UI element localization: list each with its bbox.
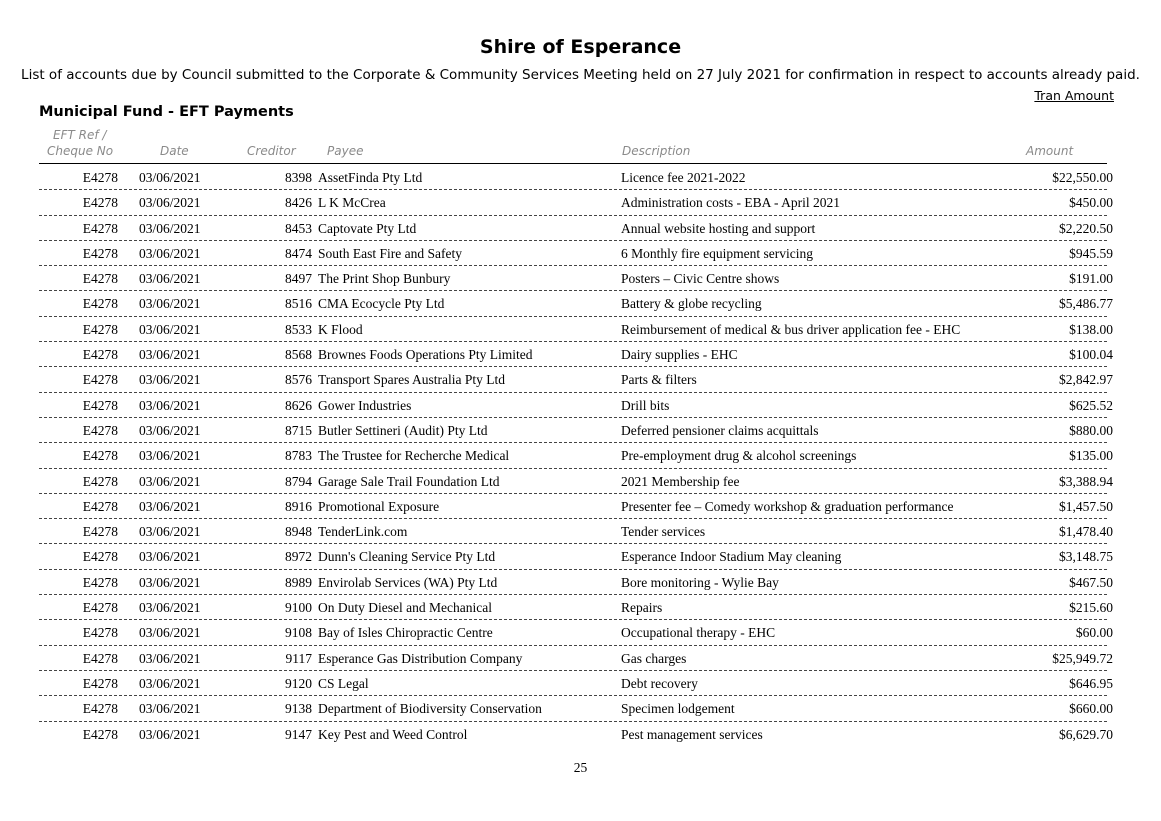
creditor-cell: 9108 (285, 625, 312, 641)
creditor-cell: 8989 (285, 574, 312, 590)
page-subtitle: List of accounts due by Council submitted to the Corporate & Community Services Meeting held on 27 July 2021 for confirmation in respect to accounts already paid. (21, 67, 1140, 83)
amount-cell: $60.00 (1075, 625, 1113, 641)
table-row (0, 646, 1161, 671)
table-row (0, 570, 1161, 595)
ref-cell: E4278 (82, 600, 118, 616)
payee-cell: CMA Ecocycle Pty Ltd (318, 296, 445, 312)
table-row (0, 544, 1161, 569)
table-row (0, 469, 1161, 494)
ref-cell: E4278 (82, 701, 118, 717)
date-cell: 03/06/2021 (139, 195, 201, 211)
col-header-amount: Amount (1026, 144, 1074, 158)
col-header-description: Description (622, 144, 691, 158)
creditor-cell: 8568 (285, 347, 312, 363)
description-cell: 2021 Membership fee (621, 473, 740, 489)
amount-cell: $22,550.00 (1052, 170, 1113, 185)
date-cell: 03/06/2021 (139, 625, 201, 641)
ref-cell: E4278 (82, 448, 118, 464)
ref-cell: E4278 (82, 321, 118, 337)
amount-cell: $3,148.75 (1059, 549, 1113, 565)
creditor-cell: 8453 (285, 220, 312, 236)
payee-cell: Captovate Pty Ltd (318, 220, 417, 236)
payee-cell: TenderLink.com (318, 524, 408, 540)
description-cell: Bore monitoring - Wylie Bay (621, 574, 779, 590)
table-row (0, 418, 1161, 443)
description-cell: Reimbursement of medical & bus driver application fee - EHC (621, 321, 961, 337)
description-cell: Occupational therapy - EHC (621, 625, 776, 641)
creditor-cell: 8715 (285, 422, 312, 438)
payee-cell: K Flood (318, 321, 363, 337)
creditor-cell: 9147 (285, 726, 312, 742)
amount-cell: $6,629.70 (1059, 726, 1113, 742)
creditor-cell: 8972 (285, 549, 312, 565)
ref-cell: E4278 (82, 650, 118, 666)
ref-cell: E4278 (82, 220, 118, 236)
creditor-cell: 8626 (285, 397, 312, 413)
creditor-cell: 9120 (285, 675, 312, 691)
description-cell: Drill bits (621, 397, 670, 413)
ref-cell: E4278 (82, 195, 118, 211)
ref-cell: E4278 (82, 422, 118, 438)
creditor-cell: 8426 (285, 195, 312, 211)
col-header-ref-line2: Cheque No (47, 144, 114, 158)
amount-cell: $100.04 (1069, 347, 1113, 363)
description-cell: Pest management services (621, 726, 763, 742)
payments-table (0, 165, 1161, 747)
col-header-ref-line1: EFT Ref / (53, 128, 107, 142)
creditor-cell: 8794 (285, 473, 312, 489)
creditor-cell: 8497 (285, 271, 312, 287)
date-cell: 03/06/2021 (139, 473, 201, 489)
date-cell: 03/06/2021 (139, 574, 201, 590)
payee-cell: Garage Sale Trail Foundation Ltd (318, 473, 500, 489)
table-row (0, 443, 1161, 468)
creditor-cell: 9100 (285, 600, 312, 616)
description-cell: Deferred pensioner claims acquittals (621, 422, 819, 438)
creditor-cell: 9117 (285, 650, 312, 666)
table-row (0, 291, 1161, 316)
ref-cell: E4278 (82, 347, 118, 363)
creditor-cell: 8474 (285, 245, 312, 261)
date-cell: 03/06/2021 (139, 347, 201, 363)
table-row (0, 722, 1161, 747)
table-row (0, 190, 1161, 215)
date-cell: 03/06/2021 (139, 549, 201, 565)
description-cell: Battery & globe recycling (621, 296, 762, 312)
date-cell: 03/06/2021 (139, 296, 201, 312)
date-cell: 03/06/2021 (139, 170, 201, 185)
ref-cell: E4278 (82, 726, 118, 742)
description-cell: Tender services (621, 524, 706, 540)
description-cell: Repairs (621, 600, 663, 616)
table-row (0, 342, 1161, 367)
date-cell: 03/06/2021 (139, 220, 201, 236)
date-cell: 03/06/2021 (139, 600, 201, 616)
table-row (0, 266, 1161, 291)
description-cell: Dairy supplies - EHC (621, 347, 738, 363)
date-cell: 03/06/2021 (139, 372, 201, 388)
creditor-cell: 9138 (285, 701, 312, 717)
description-cell: Administration costs - EBA - April 2021 (621, 195, 840, 211)
amount-cell: $945.59 (1069, 245, 1113, 261)
col-header-payee: Payee (327, 144, 364, 158)
payee-cell: Butler Settineri (Audit) Pty Ltd (318, 422, 488, 438)
ref-cell: E4278 (82, 473, 118, 489)
table-row (0, 595, 1161, 620)
date-cell: 03/06/2021 (139, 245, 201, 261)
payee-cell: The Print Shop Bunbury (318, 271, 451, 287)
date-cell: 03/06/2021 (139, 650, 201, 666)
ref-cell: E4278 (82, 372, 118, 388)
page-title: Shire of Esperance (479, 36, 682, 58)
payee-cell: Esperance Gas Distribution Company (318, 650, 523, 666)
payee-cell: The Trustee for Recherche Medical (318, 448, 510, 464)
amount-cell: $25,949.72 (1052, 650, 1113, 666)
ref-cell: E4278 (82, 498, 118, 514)
table-row (0, 216, 1161, 241)
payee-cell: South East Fire and Safety (318, 245, 462, 261)
payee-cell: Transport Spares Australia Pty Ltd (318, 372, 505, 388)
ref-cell: E4278 (82, 625, 118, 641)
creditor-cell: 8783 (285, 448, 312, 464)
date-cell: 03/06/2021 (139, 524, 201, 540)
description-cell: Gas charges (621, 650, 687, 666)
table-row (0, 671, 1161, 696)
ref-cell: E4278 (82, 524, 118, 540)
amount-cell: $660.00 (1069, 701, 1113, 717)
amount-cell: $2,842.97 (1059, 372, 1113, 388)
col-header-date: Date (160, 144, 189, 158)
amount-cell: $191.00 (1069, 271, 1113, 287)
creditor-cell: 8398 (285, 170, 312, 185)
amount-cell: $215.60 (1069, 600, 1113, 616)
amount-cell: $138.00 (1069, 321, 1113, 337)
date-cell: 03/06/2021 (139, 321, 201, 337)
payee-cell: Envirolab Services (WA) Pty Ltd (318, 574, 498, 590)
section-heading: Municipal Fund - EFT Payments (39, 104, 294, 120)
creditor-cell: 8948 (285, 524, 312, 540)
table-row (0, 367, 1161, 392)
date-cell: 03/06/2021 (139, 271, 201, 287)
table-row (0, 165, 1161, 190)
amount-cell: $5,486.77 (1059, 296, 1113, 312)
amount-cell: $135.00 (1069, 448, 1113, 464)
amount-cell: $467.50 (1069, 574, 1113, 590)
creditor-cell: 8916 (285, 498, 312, 514)
description-cell: Annual website hosting and support (621, 220, 816, 236)
date-cell: 03/06/2021 (139, 498, 201, 514)
header-rule (39, 163, 1107, 164)
description-cell: 6 Monthly fire equipment servicing (621, 245, 813, 261)
table-row (0, 696, 1161, 721)
amount-cell: $880.00 (1069, 422, 1113, 438)
ref-cell: E4278 (82, 296, 118, 312)
amount-cell: $450.00 (1069, 195, 1113, 211)
table-row (0, 620, 1161, 645)
description-cell: Specimen lodgement (621, 701, 735, 717)
date-cell: 03/06/2021 (139, 675, 201, 691)
tran-amount-label: Tran Amount (1034, 88, 1114, 103)
ref-cell: E4278 (82, 397, 118, 413)
col-header-creditor: Creditor (247, 144, 296, 158)
ref-cell: E4278 (82, 549, 118, 565)
date-cell: 03/06/2021 (139, 701, 201, 717)
payee-cell: Bay of Isles Chiropractic Centre (318, 625, 493, 641)
description-cell: Esperance Indoor Stadium May cleaning (621, 549, 842, 565)
description-cell: Licence fee 2021-2022 (621, 170, 746, 185)
date-cell: 03/06/2021 (139, 448, 201, 464)
creditor-cell: 8533 (285, 321, 312, 337)
payee-cell: Brownes Foods Operations Pty Limited (318, 347, 533, 363)
table-row (0, 317, 1161, 342)
ref-cell: E4278 (82, 271, 118, 287)
creditor-cell: 8576 (285, 372, 312, 388)
table-row (0, 393, 1161, 418)
table-row (0, 241, 1161, 266)
ref-cell: E4278 (82, 574, 118, 590)
creditor-cell: 8516 (285, 296, 312, 312)
page-number: 25 (573, 760, 588, 775)
payee-cell: CS Legal (318, 675, 369, 691)
amount-cell: $2,220.50 (1059, 220, 1113, 236)
ref-cell: E4278 (82, 245, 118, 261)
payee-cell: On Duty Diesel and Mechanical (318, 600, 492, 616)
ref-cell: E4278 (82, 170, 118, 185)
date-cell: 03/06/2021 (139, 726, 201, 742)
date-cell: 03/06/2021 (139, 422, 201, 438)
description-cell: Presenter fee – Comedy workshop & graduation performance (621, 498, 954, 514)
payee-cell: Dunn's Cleaning Service Pty Ltd (318, 549, 496, 565)
payee-cell: AssetFinda Pty Ltd (318, 170, 423, 185)
amount-cell: $1,478.40 (1059, 524, 1113, 540)
payee-cell: Key Pest and Weed Control (318, 726, 468, 742)
amount-cell: $1,457.50 (1059, 498, 1113, 514)
payee-cell: Gower Industries (318, 397, 412, 413)
amount-cell: $646.95 (1069, 675, 1113, 691)
date-cell: 03/06/2021 (139, 397, 201, 413)
payee-cell: L K McCrea (318, 195, 386, 211)
table-row (0, 519, 1161, 544)
description-cell: Debt recovery (621, 675, 698, 691)
amount-cell: $3,388.94 (1059, 473, 1113, 489)
ref-cell: E4278 (82, 675, 118, 691)
payee-cell: Department of Biodiversity Conservation (318, 701, 542, 717)
payee-cell: Promotional Exposure (318, 498, 440, 514)
description-cell: Posters – Civic Centre shows (621, 271, 780, 287)
description-cell: Parts & filters (621, 372, 697, 388)
table-row (0, 494, 1161, 519)
amount-cell: $625.52 (1069, 397, 1113, 413)
description-cell: Pre-employment drug & alcohol screenings (621, 448, 857, 464)
